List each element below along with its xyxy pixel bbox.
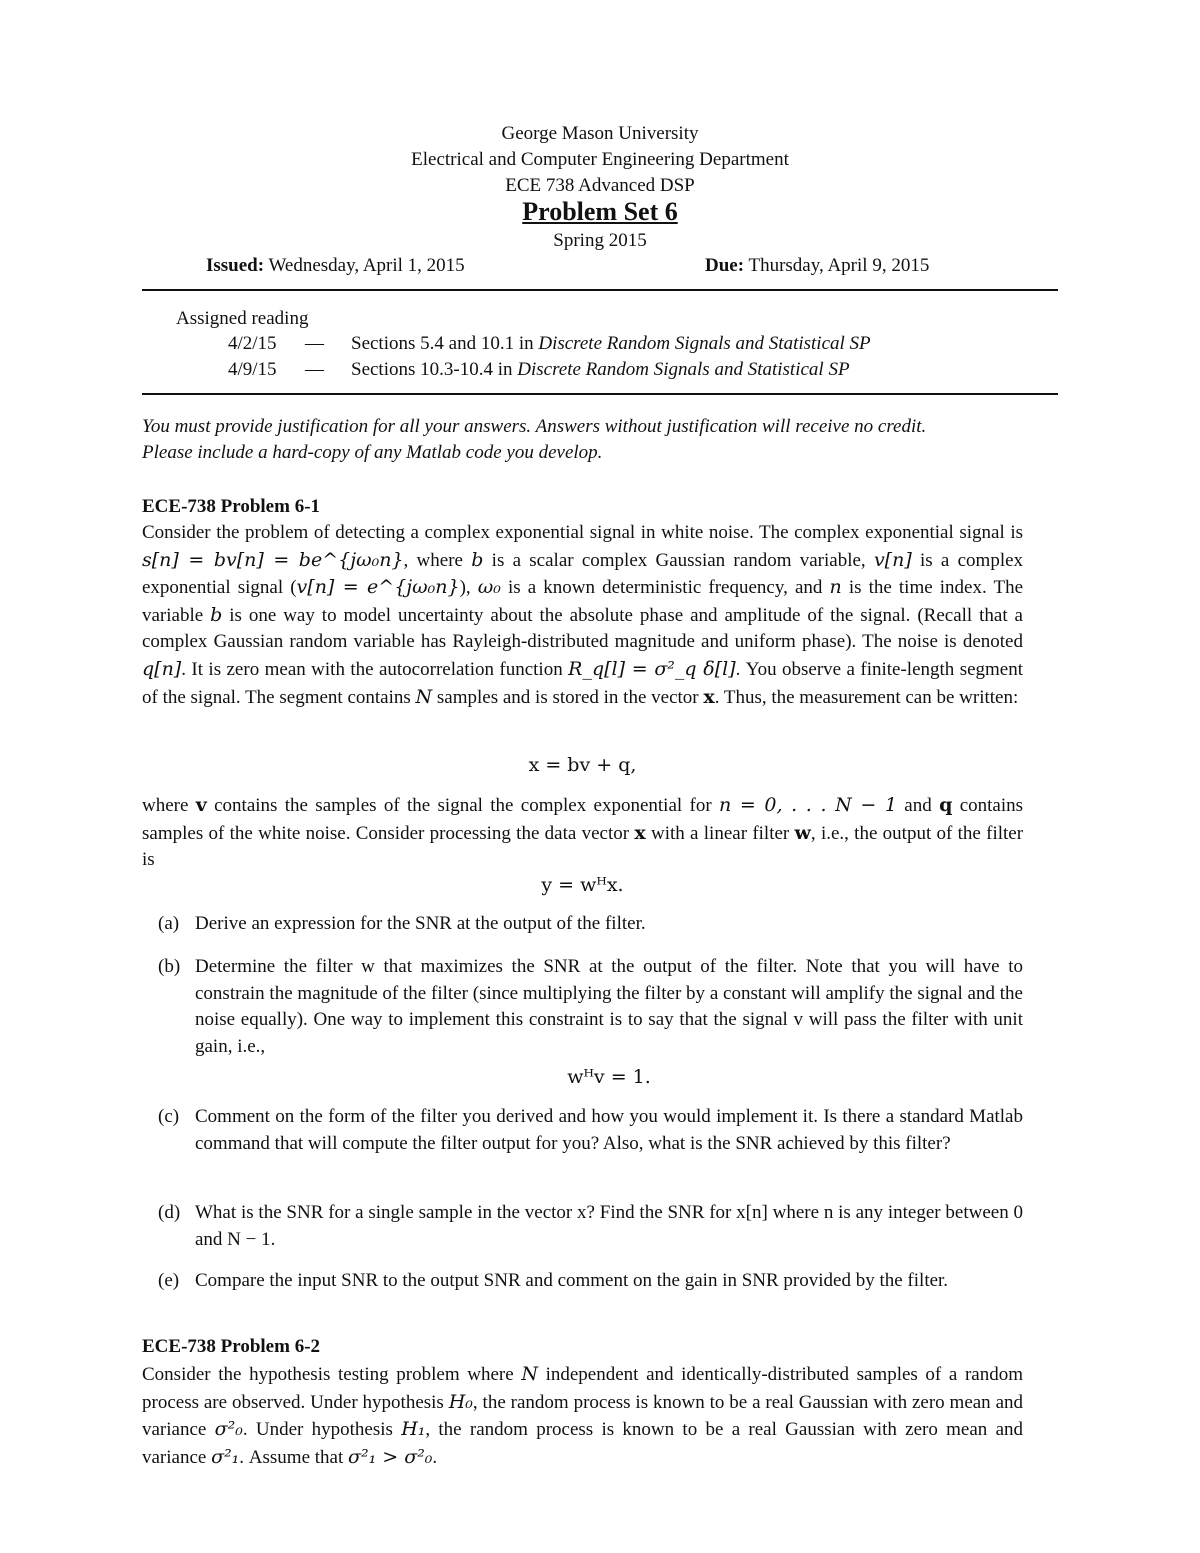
department-name: Electrical and Computer Engineering Department (411, 149, 789, 170)
p1-math: ω₀ (477, 576, 501, 599)
problem-1-item-e (142, 1268, 1023, 1295)
term: Spring 2015 (553, 230, 647, 251)
reading-dash-2: — (305, 359, 324, 380)
p2-math: σ²₁ > σ²₀ (348, 1445, 433, 1468)
p2-math: N (521, 1363, 538, 1385)
p2-text: independent and identically-distributed samples of a random process are observed. Under hypothesis (142, 1364, 1024, 1413)
page-title (0, 197, 1200, 227)
equation-measurement: x = bv + q, (528, 754, 637, 776)
item-label: (c) (158, 1106, 180, 1127)
p1-text: samples and is stored in the vector (436, 686, 699, 708)
issued-label: Issued: (206, 255, 265, 276)
p2-math: σ²₀ (214, 1418, 243, 1441)
p2-math: σ²₁ (211, 1445, 240, 1468)
p1-math: n (829, 576, 842, 599)
p1-math: q (939, 794, 953, 816)
p1-text: and (904, 795, 932, 816)
p2-math: H₀ (448, 1390, 473, 1413)
p1-math: R_q[l] = σ²_q δ[l] (568, 657, 736, 680)
p1-text: . It is zero mean with the autocorrelation function (181, 658, 563, 680)
reading-book-1: Discrete Random Signals and Statistical SP (538, 333, 871, 354)
item-text: Derive an expression for the SNR at the output of the filter. (195, 913, 646, 934)
notice-line-2: Please include a hard-copy of any Matlab code you develop. (142, 442, 603, 463)
problem-2-paragraph (142, 1361, 1023, 1471)
p1-text: , i.e., the output of the filter is (142, 822, 1024, 871)
p1-math: w (794, 821, 811, 844)
problem-1-item-c (142, 1104, 1023, 1157)
issued-date: Wednesday, April 1, 2015 (268, 255, 465, 276)
reading-dash-1: — (305, 333, 324, 354)
due-line (705, 253, 929, 280)
problem-1-paragraph-2 (142, 792, 1023, 874)
reading-date-2: 4/9/15 (228, 359, 277, 380)
due-date: Thursday, April 9, 2015 (748, 255, 930, 276)
notice-line-1: You must provide justification for all your answers. Answers without justification will receive no credit. (142, 416, 927, 437)
p1-text: is a complex exponential signal ( (142, 549, 1024, 599)
p1-text: with a linear filter (651, 822, 790, 844)
reading-sections-1-text: Sections 5.4 and 10.1 in (351, 333, 534, 354)
top-divider (142, 289, 1058, 291)
item-text: Compare the input SNR to the output SNR and comment on the gain in SNR provided by the filter. (195, 1270, 949, 1291)
p2-math: H₁ (401, 1418, 426, 1441)
item-text: Comment on the form of the filter you derived and how you would implement it. Is there a standard Matlab command that will compute the filter output for you? Also, what is the SNR achieved by this filter? (195, 1106, 1023, 1154)
p1-math: x (634, 821, 646, 844)
p1-text: , where (403, 549, 463, 571)
p1-text: contains the samples of the signal the complex exponential for (214, 795, 712, 816)
p2-text: Consider the hypothesis testing problem where (142, 1364, 514, 1385)
p1-text: is one way to model uncertainty about the absolute phase and amplitude of the signal. (Recall that a complex Gaussian random variable has Rayleigh-distributed magnitude and uniform phase). The noise is denoted (142, 604, 1023, 653)
problem-1-item-d (142, 1200, 1023, 1253)
problem-1-item-b (142, 954, 1023, 1091)
course-name: ECE 738 Advanced DSP (505, 175, 695, 196)
reading-heading: Assigned reading (176, 308, 309, 329)
problem-2-heading: ECE-738 Problem 6-2 (142, 1336, 321, 1357)
p1-math: b (471, 548, 484, 571)
due-label: Due: (705, 255, 745, 276)
p1-math: v[n] = e^{jω₀n} (296, 576, 460, 599)
item-text: What is the SNR for a single sample in the vector x? Find the SNR for x[n] where n is any integer between 0 and N − 1. (195, 1202, 1023, 1250)
p1-text: is a known deterministic frequency, and (508, 577, 823, 599)
reading-book-2: Discrete Random Signals and Statistical SP (517, 359, 850, 380)
page-title-text: Problem Set 6 (522, 197, 678, 226)
p1-text: . You observe a finite-length segment of the signal. The segment contains (142, 658, 1024, 708)
p1-math: s[n] = bv[n] = be^{jω₀n} (142, 548, 404, 571)
p2-text: , the random process is known to be a real Gaussian with zero mean and variance (142, 1419, 1023, 1468)
item-label: (a) (158, 913, 180, 934)
p1-text: is a scalar complex Gaussian random variable, (491, 549, 866, 571)
p1-math: n = 0, . . . N − 1 (719, 794, 897, 816)
reading-sections-2-text: Sections 10.3-10.4 in (351, 359, 513, 380)
p1-math: x (703, 685, 715, 708)
item-label: (e) (158, 1270, 180, 1291)
p1-text: is the time index. The variable (142, 577, 1024, 626)
issued-line (206, 253, 465, 280)
p1-text: where (142, 795, 189, 816)
p1-math: v (195, 794, 207, 816)
p1-text: . Thus, the measurement can be written: (714, 686, 1019, 708)
p1-math: q[n] (142, 657, 182, 680)
equation-filter-output: y = wᴴx. (541, 874, 624, 896)
item-label: (b) (158, 956, 181, 977)
p1-text: ), (459, 577, 471, 599)
p2-text: . Under hypothesis (242, 1419, 393, 1441)
p2-text: . Assume that (239, 1446, 344, 1468)
p1-text: Consider the problem of detecting a complex exponential signal in white noise. The complex exponential signal is (142, 522, 1023, 543)
p1-text: contains samples of the white noise. Consider processing the data vector (142, 795, 1024, 844)
bottom-divider (142, 393, 1058, 395)
p1-math: N (415, 685, 433, 708)
reading-sections-1 (351, 331, 871, 357)
item-label: (d) (158, 1202, 181, 1223)
p2-text: , the random process is known to be a real Gaussian with zero mean and variance (142, 1391, 1024, 1441)
problem-1-heading: ECE-738 Problem 6-1 (142, 496, 321, 517)
p1-math: b (210, 603, 223, 626)
problem-1-item-a (142, 911, 1023, 938)
p2-text: . (432, 1446, 438, 1468)
university-name: George Mason University (501, 123, 699, 144)
reading-date-1: 4/2/15 (228, 333, 277, 354)
p1-math: v[n] (873, 548, 912, 571)
reading-sections-2 (351, 357, 850, 383)
item-equation: wᴴv = 1. (567, 1066, 651, 1089)
item-text: Determine the filter w that maximizes the SNR at the output of the filter. Note that you will have to constrain the magnitude of the filter (since multiplying the filter by a constant will amplify the signal and the noise equally). One way to implement this constraint is to say that the signal v will pass the filter with unit gain, i.e., (195, 956, 1023, 1057)
problem-1-paragraph (142, 520, 1023, 711)
